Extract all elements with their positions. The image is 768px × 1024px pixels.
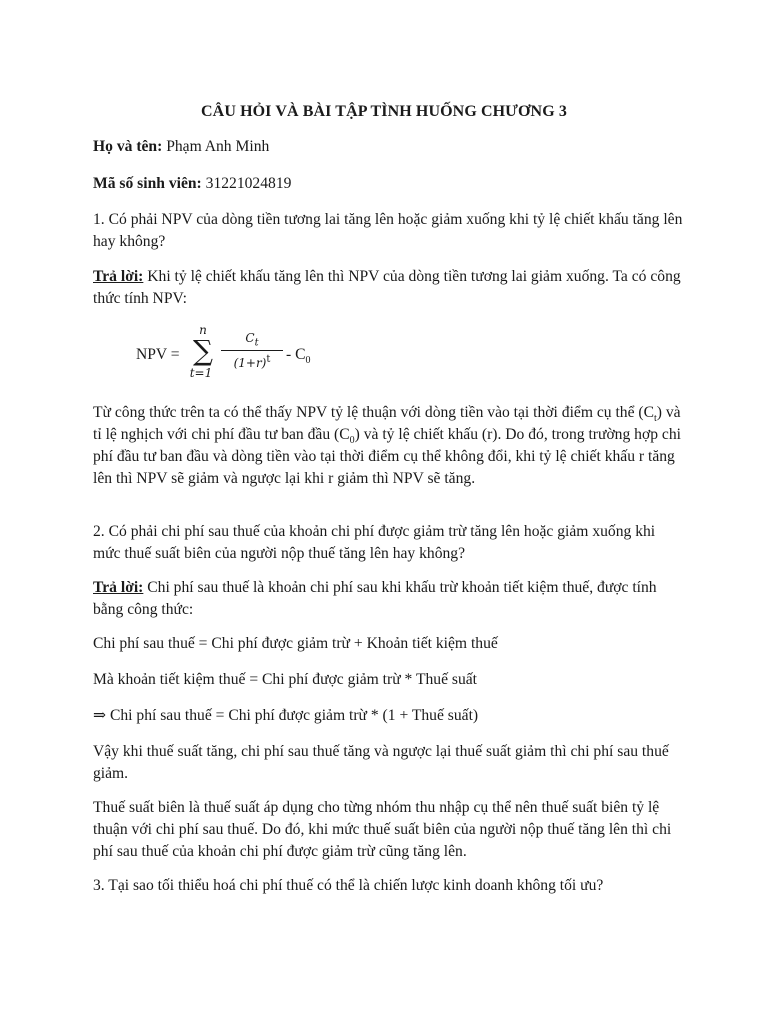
student-name-value: Phạm Anh Minh [162, 138, 270, 155]
student-id-value: 31221024819 [201, 175, 292, 192]
formula-summation [188, 324, 218, 380]
formula-line-1: Chi phí sau thuế = Chi phí được giảm trừ + Khoản tiết kiệm thuế [93, 635, 498, 652]
question-2: 2. Có phải chi phí sau thuế của khoản chi phí được giảm trừ tăng lên hoặc giảm xuống khi mức thuế suất biên của người nộp thuế tăng lên hay không? [93, 523, 656, 562]
answer-1-text: Khi tỷ lệ chiết khấu tăng lên thì NPV của dòng tiền tương lai giảm xuống. Ta có công thức tính NPV: [93, 268, 681, 307]
sigma-symbol: ∑ [193, 334, 213, 367]
student-name-label: Họ và tên: [93, 138, 163, 155]
student-id-label: Mã số sinh viên: [93, 175, 202, 192]
answer-2-label: Trả lời: [93, 579, 144, 596]
formula-fraction [221, 330, 283, 371]
student-name-line [93, 136, 683, 158]
formula-lower-limit: t=1 [189, 366, 213, 380]
page-title: CÂU HỎI VÀ BÀI TẬP TÌNH HUỐNG CHƯƠNG 3 [201, 103, 567, 120]
answer-2-conclusion: Vậy khi thuế suất tăng, chi phí sau thuế tăng và ngược lại thuế suất giảm thì chi phí sau thuế giảm. [93, 743, 669, 782]
formula-lhs: NPV = [136, 346, 180, 363]
question-3: 3. Tại sao tối thiểu hoá chi phí thuế có thể là chiến lược kinh doanh không tối ưu? [93, 877, 604, 894]
formula-minus-c0: - $C_0$ [286, 346, 311, 367]
formula-upper-limit: n [199, 323, 207, 337]
answer-1-label: Trả lời: [93, 268, 144, 285]
formula-numerator: $C_t$ [245, 331, 259, 349]
answer-1-intro [93, 266, 683, 310]
npv-formula [136, 323, 396, 392]
answer-2-text: Chi phí sau thuế là khoản chi phí sau khi khấu trừ khoản tiết kiệm thuế, được tính bằng công thức: [93, 579, 657, 618]
formula-line-3: ⇒ Chi phí sau thuế = Chi phí được giảm trừ * (1 + Thuế suất) [93, 707, 479, 724]
answer-2-marginal-rate: Thuế suất biên là thuế suất áp dụng cho từng nhóm thu nhập cụ thể nên thuế suất biên tỷ lệ thuận với chi phí sau thuế. Do đó, khi mức thuế suất biên của người nộp thuế tăng lên thì chi phí sau thuế của khoản chi phí được giảm trừ cũng tăng lên. [93, 799, 672, 860]
formula-line-2: Mà khoản tiết kiệm thuế = Chi phí được giảm trừ * Thuế suất [93, 671, 478, 688]
answer-1-explanation: Từ công thức trên ta có thể thấy NPV tỷ lệ thuận với dòng tiền vào tại thời điểm cụ thể $(C_t)$ và tỉ lệ nghịch với chi phí đầu tư ban đầu $(C_0)$ và tỷ lệ chiết khấu (r). Do đó, trong trường hợp chi phí đầu tư ban đầu và dòng tiền vào tại thời điểm cụ thể không đổi, khi tỷ lệ chiết khấu r tăng lên thì NPV sẽ giảm và ngược lại khi r giảm thì NPV sẽ tăng. [93, 404, 681, 487]
question-1: 1. Có phải NPV của dòng tiền tương lai tăng lên hoặc giảm xuống khi tỷ lệ chiết khấu tăng lên hay không? [93, 211, 683, 250]
answer-2-intro [93, 577, 683, 621]
fraction-bar [221, 350, 283, 351]
student-id-line [93, 173, 683, 195]
formula-denominator: $(1+r)^t$ [233, 354, 271, 370]
